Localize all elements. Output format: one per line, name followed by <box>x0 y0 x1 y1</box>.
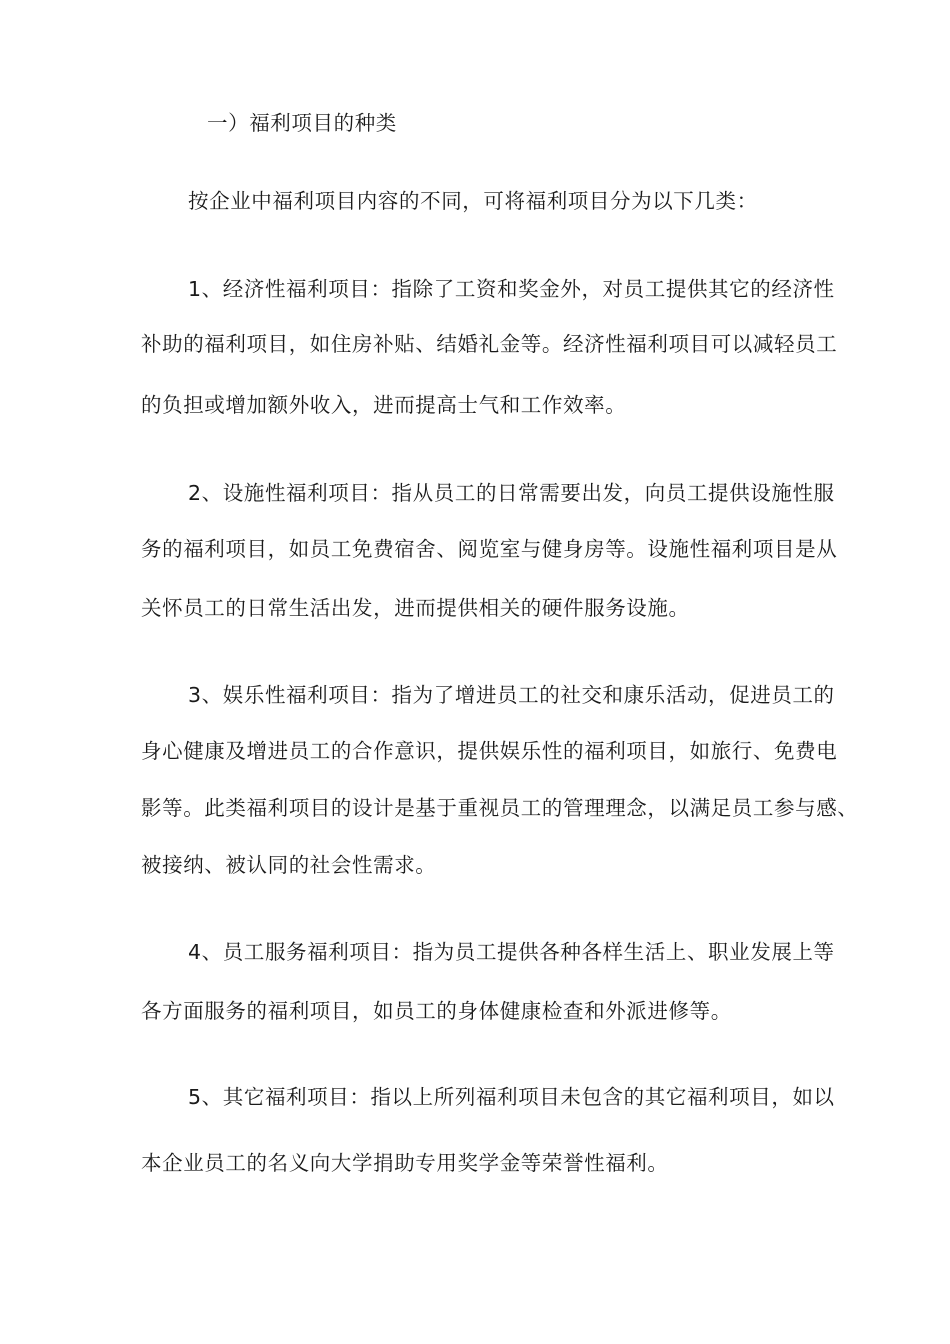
item-5-line-2: 本企业员工的名义向大学捐助专用奖学金等荣誉性福利。 <box>141 1151 669 1175</box>
item-4-line-1: 4、员工服务福利项目：指为员工提供各种各样生活上、职业发展上等 <box>188 940 835 964</box>
section-heading: 一）福利项目的种类 <box>207 111 397 135</box>
item-2-line-2: 务的福利项目，如员工免费宿舍、阅览室与健身房等。设施性福利项目是从 <box>141 537 838 561</box>
item-1-line-2: 补助的福利项目，如住房补贴、结婚礼金等。经济性福利项目可以减轻员工 <box>141 332 838 356</box>
item-3-line-2: 身心健康及增进员工的合作意识，提供娱乐性的福利项目，如旅行、免费电 <box>141 739 838 763</box>
item-3-line-4: 被接纳、被认同的社会性需求。 <box>141 853 437 877</box>
intro-paragraph: 按企业中福利项目内容的不同，可将福利项目分为以下几类： <box>188 189 758 213</box>
item-3-line-1: 3、娱乐性福利项目：指为了增进员工的社交和康乐活动，促进员工的 <box>188 683 835 707</box>
item-2-line-3: 关怀员工的日常生活出发，进而提供相关的硬件服务设施。 <box>141 596 690 620</box>
item-2-line-1: 2、设施性福利项目：指从员工的日常需要出发，向员工提供设施性服 <box>188 481 835 505</box>
item-4-line-2: 各方面服务的福利项目，如员工的身体健康检查和外派进修等。 <box>141 999 732 1023</box>
item-1-line-3: 的负担或增加额外收入，进而提高士气和工作效率。 <box>141 393 627 417</box>
item-5-line-1: 5、其它福利项目：指以上所列福利项目未包含的其它福利项目，如以 <box>188 1085 835 1109</box>
item-1-line-1: 1、经济性福利项目：指除了工资和奖金外，对员工提供其它的经济性 <box>188 277 835 301</box>
item-3-line-3: 影等。此类福利项目的设计是基于重视员工的管理理念，以满足员工参与感、 <box>141 796 859 820</box>
